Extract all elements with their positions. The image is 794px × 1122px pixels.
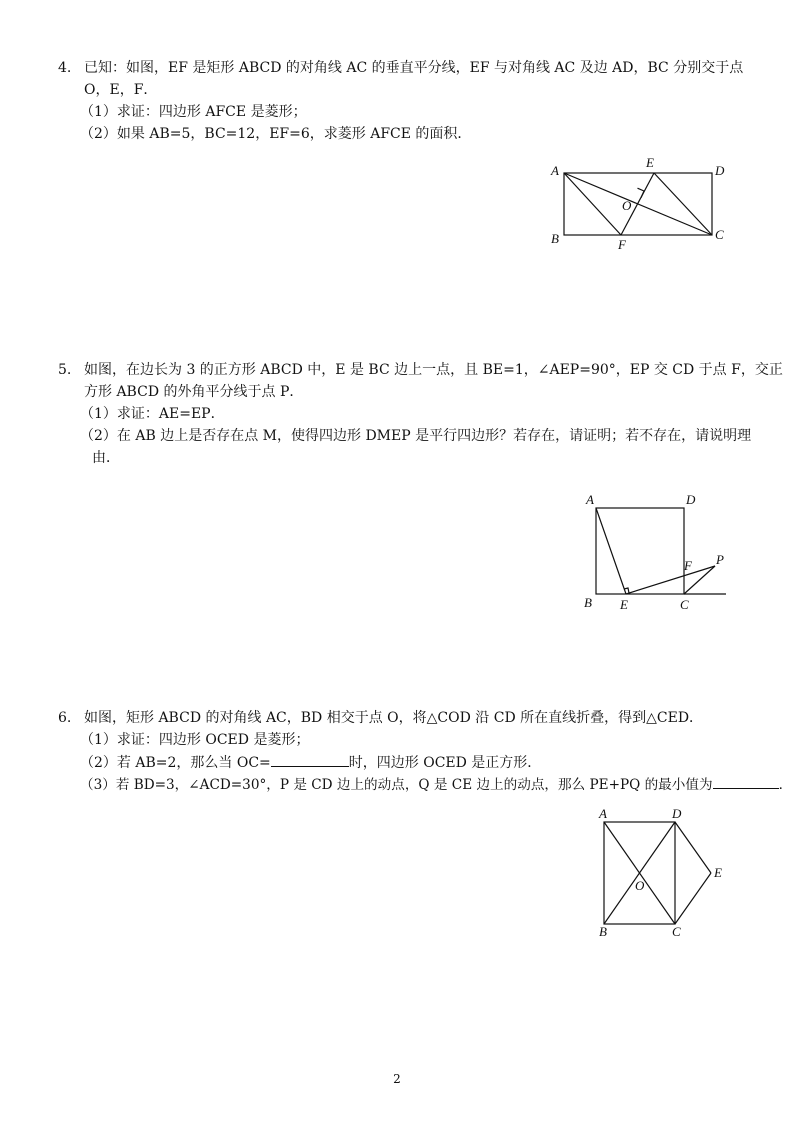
- figure-rectangle-abcd-rhombus: [545, 155, 735, 255]
- problem-text-line: 由．: [92, 450, 120, 466]
- problem-subquestion-1: （1）求证：四边形 OCED 是菱形；: [80, 732, 310, 748]
- right-angle-mark: [638, 188, 645, 198]
- subquestion-text: （3）若 BD=3，∠ACD=30°，P 是 CD 边上的动点，Q 是 CE 边上的动点，那么 PE+PQ 的最小值为: [80, 777, 713, 793]
- segment-ae: [596, 508, 626, 594]
- label-c: C: [680, 597, 689, 612]
- problem-text-line: 方形 ABCD 的外角平分线于点 P．: [84, 384, 304, 400]
- label-c: C: [672, 924, 681, 939]
- label-e: E: [646, 155, 654, 170]
- label-d: D: [715, 163, 725, 178]
- subquestion-text: 时，四边形 OCED 是正方形．: [348, 755, 542, 771]
- label-c: C: [715, 227, 724, 242]
- label-a: A: [586, 492, 594, 507]
- label-f: F: [684, 558, 692, 573]
- problem-subquestion-3: [80, 774, 792, 795]
- subquestion-text: ．: [778, 777, 793, 793]
- problem-text-line: 如图，矩形 ABCD 的对角线 AC，BD 相交于点 O，将△COD 沿 CD 所在直线折叠，得到△CED．: [84, 710, 704, 726]
- segment-ep: [626, 566, 715, 594]
- label-b: B: [551, 231, 559, 246]
- segment-ec: [654, 173, 712, 235]
- figure-rectangle-fold: [590, 802, 740, 947]
- problem-subquestion-2: [80, 752, 541, 773]
- segment-ce: [675, 873, 711, 924]
- label-o: O: [635, 878, 645, 893]
- label-a: A: [551, 163, 559, 178]
- problem-subquestion-1: （1）求证：AE=EP．: [80, 406, 225, 422]
- label-d: D: [672, 806, 682, 821]
- answer-blank-min-value[interactable]: [713, 774, 779, 789]
- label-e: E: [714, 865, 722, 880]
- problem-subquestion-1: （1）求证：四边形 AFCE 是菱形；: [80, 104, 307, 120]
- subquestion-text: （2）若 AB=2，那么当 OC=: [80, 755, 271, 771]
- square-abcd: [596, 508, 684, 594]
- problem-text-line: O，E，F．: [84, 82, 158, 98]
- label-f: F: [618, 237, 626, 252]
- problem-subquestion-2: （2）在 AB 边上是否存在点 M，使得四边形 DMEP 是平行四边形？若存在，请证明；若不存在，请说明理: [80, 428, 752, 444]
- page-number: 2: [393, 1072, 401, 1086]
- label-a: A: [599, 806, 607, 821]
- figure-square-abcd: [580, 488, 740, 618]
- problem-number: 6.: [58, 710, 72, 726]
- problem-text-line: 已知：如图，EF 是矩形 ABCD 的对角线 AC 的垂直平分线，EF 与对角线 AC 及边 AD，BC 分别交于点: [84, 60, 744, 76]
- problem-text-line: 如图，在边长为 3 的正方形 ABCD 中，E 是 BC 边上一点，且 BE=1，∠AEP=90°，EP 交 CD 于点 F，交正: [84, 362, 783, 378]
- label-o: O: [622, 198, 632, 213]
- problem-number: 4.: [58, 60, 72, 76]
- segment-af: [564, 173, 621, 235]
- segment-de: [675, 822, 711, 873]
- answer-blank-oc[interactable]: [271, 752, 349, 767]
- label-p: P: [716, 552, 724, 567]
- label-b: B: [599, 924, 607, 939]
- label-e: E: [620, 597, 628, 612]
- problem-subquestion-2: （2）如果 AB=5，BC=12，EF=6，求菱形 AFCE 的面积．: [80, 126, 472, 142]
- label-b: B: [584, 595, 592, 610]
- problem-number: 5.: [58, 362, 72, 378]
- label-d: D: [686, 492, 696, 507]
